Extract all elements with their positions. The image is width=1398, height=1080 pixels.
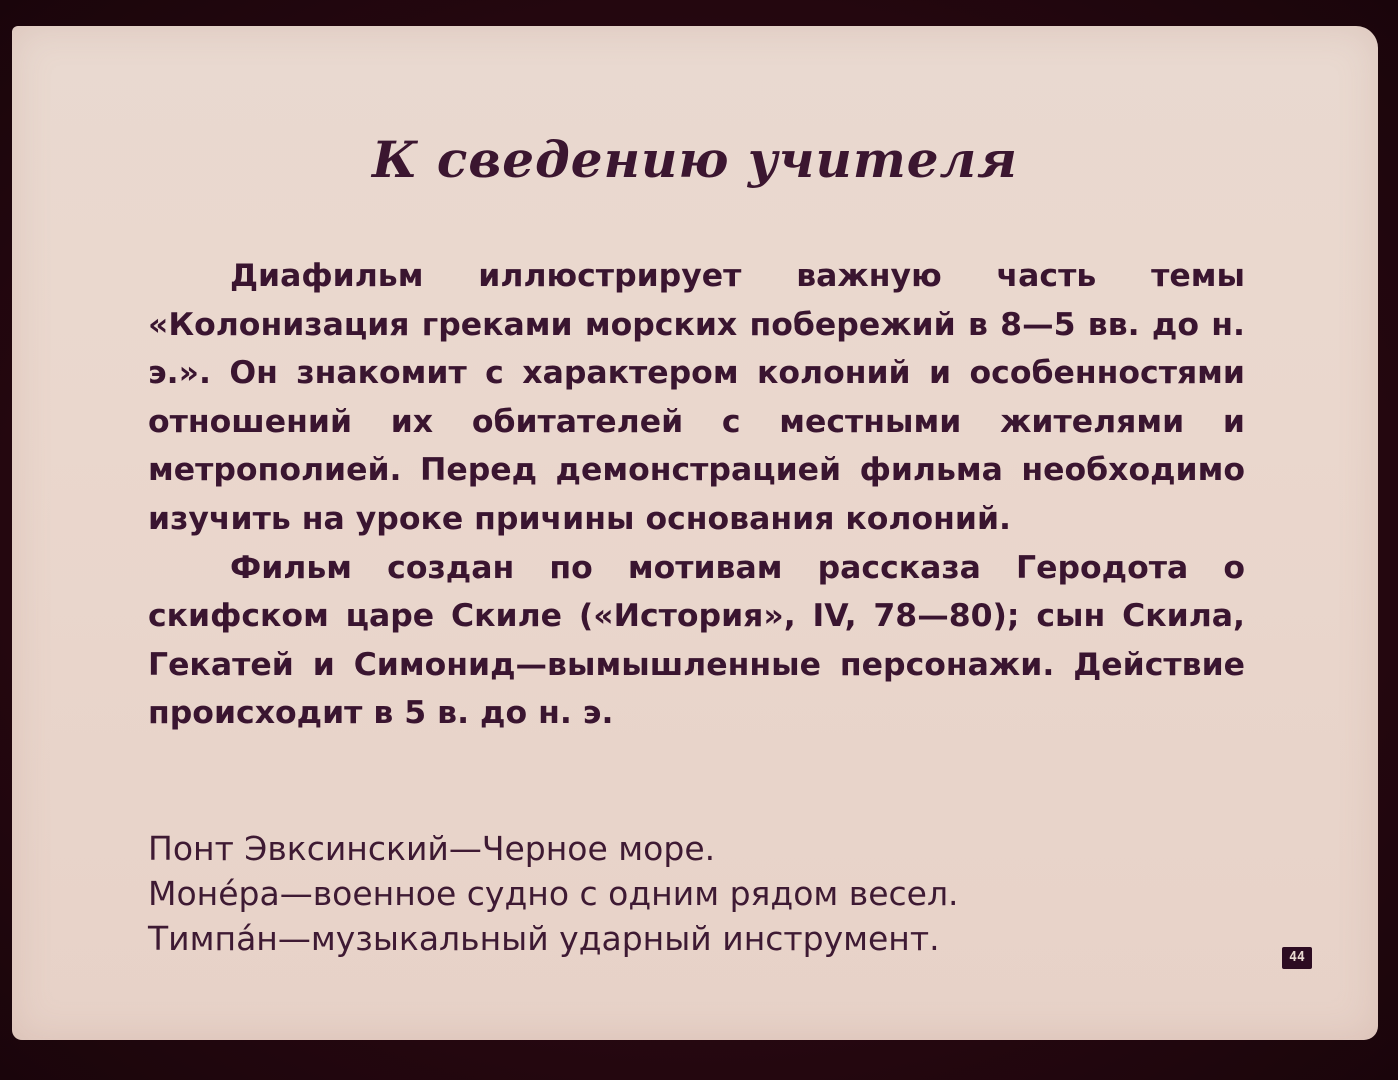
glossary-item: Понт Эвксинский—Черное море. [148,829,716,868]
paragraph-source: Фильм создан по мотивам рассказа Геродота о скифском царе Скиле («История», IV, 78—80); сын Скила, Гекатей и Симонид—вымышленные персонажи. Действие происходит в 5 в. до н. э. [148,549,1245,732]
slide-title: К сведению учителя [372,130,1018,189]
glossary-item: Моне́ра—военное судно с одним рядом весел. [148,874,959,913]
frame-number-badge: 44 [1282,947,1312,969]
body-text [148,252,1245,738]
paragraph-intro: Диафильм иллюстрирует важную часть темы «Колонизация греками морских побережий в 8—5 вв. до н. э.». Он знакомит с характером колоний и особенностями отношений их обитателей с местными жителями и метрополией. Перед демонстрацией фильма необходимо изучить на уроке причины основания колоний. [148,258,1245,537]
glossary-item: Тимпа́н—музыкальный ударный инструмент. [148,919,940,958]
glossary [148,826,959,961]
slide-card [12,26,1378,1040]
